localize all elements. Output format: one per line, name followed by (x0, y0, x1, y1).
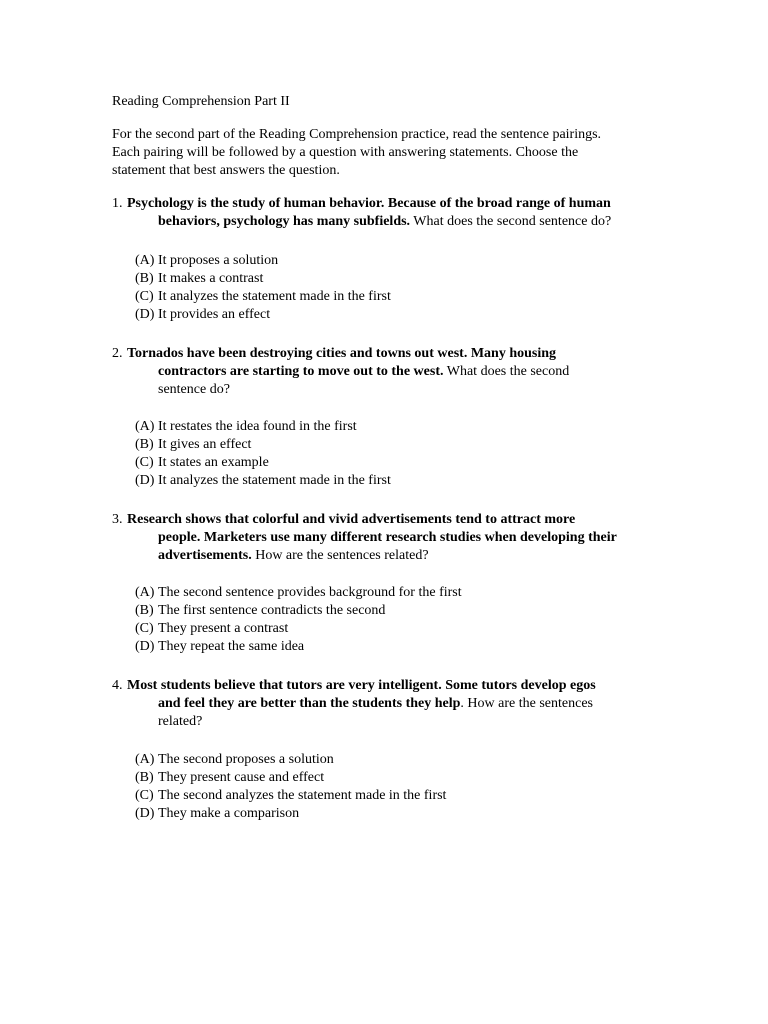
option-letter: (C) (135, 455, 154, 470)
question-line (112, 713, 672, 731)
answer-option-b[interactable] (135, 602, 462, 620)
answer-options-4 (135, 751, 446, 823)
question-stem: people. Marketers use many different research studies when developing their (158, 530, 617, 545)
option-text: It analyzes the statement made in the first (158, 473, 391, 488)
question-line (112, 363, 672, 381)
option-text: It makes a contrast (158, 271, 264, 286)
answer-option-c[interactable] (135, 620, 462, 638)
question-stem: behaviors, psychology has many subfields. (158, 214, 411, 229)
answer-option-a[interactable] (135, 418, 391, 436)
question-prompt: How are the sentences related? (251, 548, 429, 563)
option-text: They present cause and effect (158, 770, 325, 785)
question-line (112, 345, 672, 363)
question-stem: Most students believe that tutors are very intelligent. Some tutors develop egos (127, 678, 596, 693)
question-prompt: sentence do? (158, 382, 230, 397)
answer-option-c[interactable] (135, 787, 446, 805)
question-stem: Psychology is the study of human behavior. Because of the broad range of human (127, 196, 611, 211)
answer-option-c[interactable] (135, 454, 391, 472)
option-letter: (B) (135, 271, 154, 286)
answer-option-c[interactable] (135, 288, 391, 306)
option-text: The second sentence provides background for the first (158, 585, 462, 600)
question-3 (112, 511, 672, 565)
answer-options-1 (135, 252, 391, 324)
option-text: The first sentence contradicts the second (158, 603, 386, 618)
answer-option-a[interactable] (135, 584, 462, 602)
question-stem: and feel they are better than the students they help (158, 696, 461, 711)
intro-line: Each pairing will be followed by a question with answering statements. Choose the (112, 145, 579, 160)
question-line (112, 529, 672, 547)
option-text: The second analyzes the statement made in the first (158, 788, 447, 803)
question-prompt: What does the second sentence do? (410, 214, 612, 229)
question-4 (112, 677, 672, 731)
answer-option-d[interactable] (135, 638, 462, 656)
question-2 (112, 345, 672, 399)
option-letter: (B) (135, 603, 154, 618)
question-stem: contractors are starting to move out to the west. (158, 364, 444, 379)
answer-option-d[interactable] (135, 805, 446, 823)
question-stem: advertisements. (158, 548, 252, 563)
option-letter: (D) (135, 639, 155, 654)
question-line (112, 695, 672, 713)
answer-options-3 (135, 584, 462, 656)
answer-option-b[interactable] (135, 769, 446, 787)
question-line (112, 381, 672, 399)
option-letter: (C) (135, 621, 154, 636)
intro-line: For the second part of the Reading Comprehension practice, read the sentence pairings. (112, 127, 602, 142)
option-letter: (A) (135, 419, 155, 434)
answer-option-d[interactable] (135, 306, 391, 324)
option-letter: (A) (135, 253, 155, 268)
option-letter: (D) (135, 307, 155, 322)
question-number: 1. (112, 196, 123, 211)
option-letter: (D) (135, 806, 155, 821)
answer-option-b[interactable] (135, 270, 391, 288)
option-letter: (C) (135, 788, 154, 803)
question-number: 3. (112, 512, 123, 527)
option-text: It restates the idea found in the first (158, 419, 357, 434)
option-letter: (A) (135, 752, 155, 767)
intro-line: statement that best answers the question. (112, 163, 340, 178)
answer-options-2 (135, 418, 391, 490)
question-line (112, 511, 672, 529)
question-prompt: What does the second (443, 364, 570, 379)
option-letter: (D) (135, 473, 155, 488)
answer-option-a[interactable] (135, 751, 446, 769)
option-letter: (B) (135, 770, 154, 785)
question-number: 2. (112, 346, 123, 361)
question-1 (112, 195, 672, 231)
answer-option-b[interactable] (135, 436, 391, 454)
question-number: 4. (112, 678, 123, 693)
option-text: It analyzes the statement made in the first (158, 289, 391, 304)
option-text: They repeat the same idea (158, 639, 305, 654)
intro-paragraph (112, 126, 632, 180)
option-text: It gives an effect (158, 437, 252, 452)
question-stem: Research shows that colorful and vivid advertisements tend to attract more (127, 512, 576, 527)
option-letter: (A) (135, 585, 155, 600)
question-prompt: . How are the sentences (460, 696, 593, 711)
question-line (112, 677, 672, 695)
question-stem: Tornados have been destroying cities and towns out west. Many housing (127, 346, 557, 361)
page-title: Reading Comprehension Part II (112, 94, 290, 109)
option-letter: (B) (135, 437, 154, 452)
answer-option-a[interactable] (135, 252, 391, 270)
option-text: It proposes a solution (158, 253, 279, 268)
question-prompt: related? (158, 714, 203, 729)
question-line (112, 213, 672, 231)
option-text: The second proposes a solution (158, 752, 334, 767)
option-text: It states an example (158, 455, 269, 470)
question-line (112, 195, 672, 213)
answer-option-d[interactable] (135, 472, 391, 490)
option-text: They present a contrast (158, 621, 289, 636)
question-line (112, 547, 672, 565)
option-text: It provides an effect (158, 307, 271, 322)
option-letter: (C) (135, 289, 154, 304)
option-text: They make a comparison (158, 806, 300, 821)
